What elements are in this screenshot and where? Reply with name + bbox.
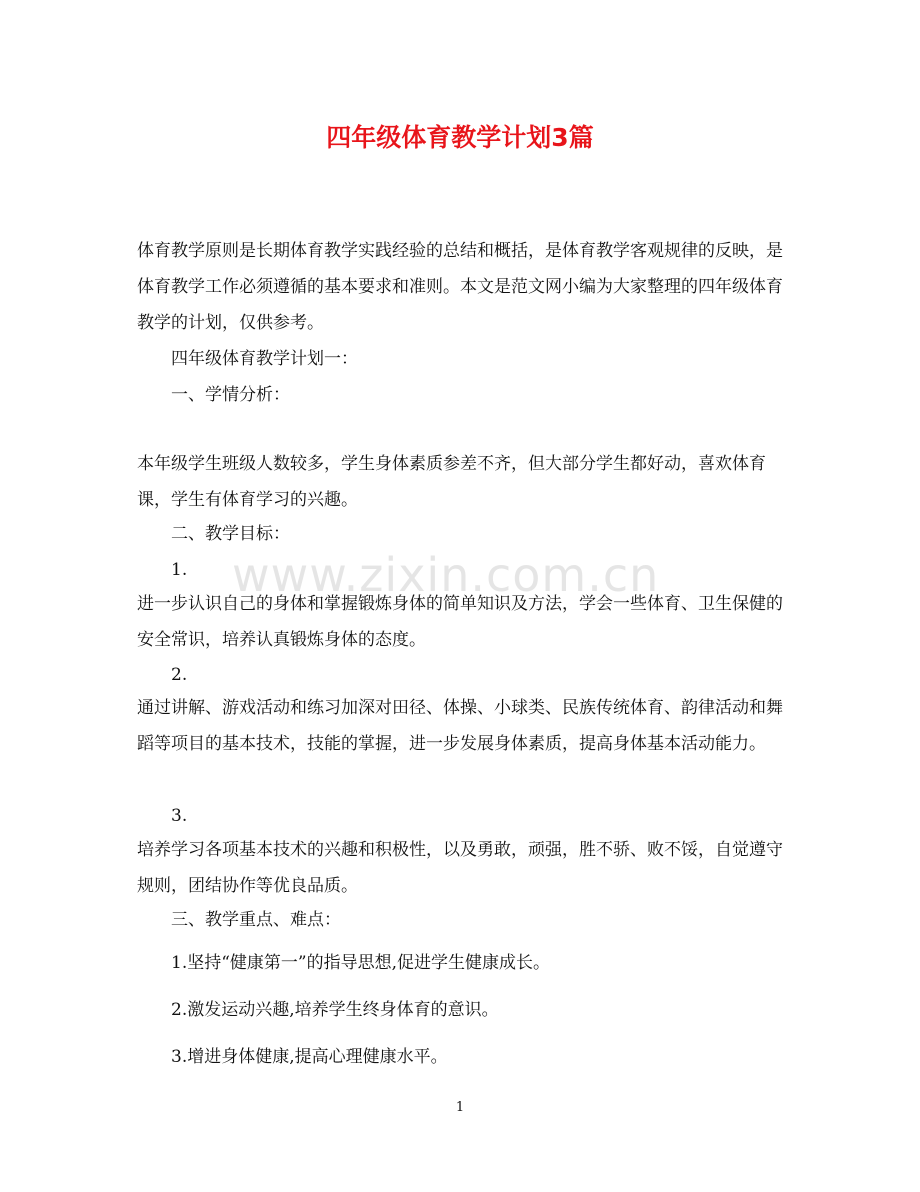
goal2-number: 2. bbox=[171, 665, 188, 685]
plan1-heading: 四年级体育教学计划一： bbox=[171, 349, 358, 369]
key-point-1: 1.坚持“健康第一”的指导思想,促进学生健康成长。 bbox=[171, 953, 551, 973]
key-point-3: 3.增进身体健康,提高心理健康水平。 bbox=[171, 1047, 448, 1067]
goal2-text: 通过讲解、游戏活动和练习加深对田径、体操、小球类、民族传统体育、韵律活动和舞蹈等项目的基本技术，技能的掌握，进一步发展身体素质，提高身体基本活动能力。 bbox=[137, 698, 783, 754]
goal3-text: 培养学习各项基本技术的兴趣和积极性，以及勇敢，顽强，胜不骄、败不馁，自觉遵守规则，团结协作等优良品质。 bbox=[137, 840, 783, 896]
page-number: 1 bbox=[455, 1100, 465, 1115]
intro-paragraph: 体育教学原则是长期体育教学实践经验的总结和概括，是体育教学客观规律的反映，是体育教学工作必须遵循的基本要求和准则。本文是范文网小编为大家整理的四年级体育教学的计划，仅供参考。 bbox=[137, 241, 783, 333]
key-point-2: 2.激发运动兴趣,培养学生终身体育的意识。 bbox=[171, 1000, 499, 1020]
document-title: 四年级体育教学计划3篇 bbox=[326, 123, 594, 152]
section1-heading: 一、学情分析： bbox=[171, 385, 290, 405]
goal1-number: 1. bbox=[171, 560, 188, 580]
goal3-number: 3. bbox=[171, 806, 188, 826]
section1-body: 本年级学生班级人数较多，学生身体素质参差不齐，但大部分学生都好动，喜欢体育课，学生有体育学习的兴趣。 bbox=[137, 454, 766, 510]
watermark: www.zixin.com.cn bbox=[232, 548, 660, 602]
section2-heading: 二、教学目标： bbox=[171, 524, 290, 544]
section3-heading: 三、教学重点、难点： bbox=[171, 910, 341, 930]
goal1-text: 进一步认识自己的身体和掌握锻炼身体的简单知识及方法，学会一些体育、卫生保健的安全常识，培养认真锻炼身体的态度。 bbox=[137, 594, 783, 650]
